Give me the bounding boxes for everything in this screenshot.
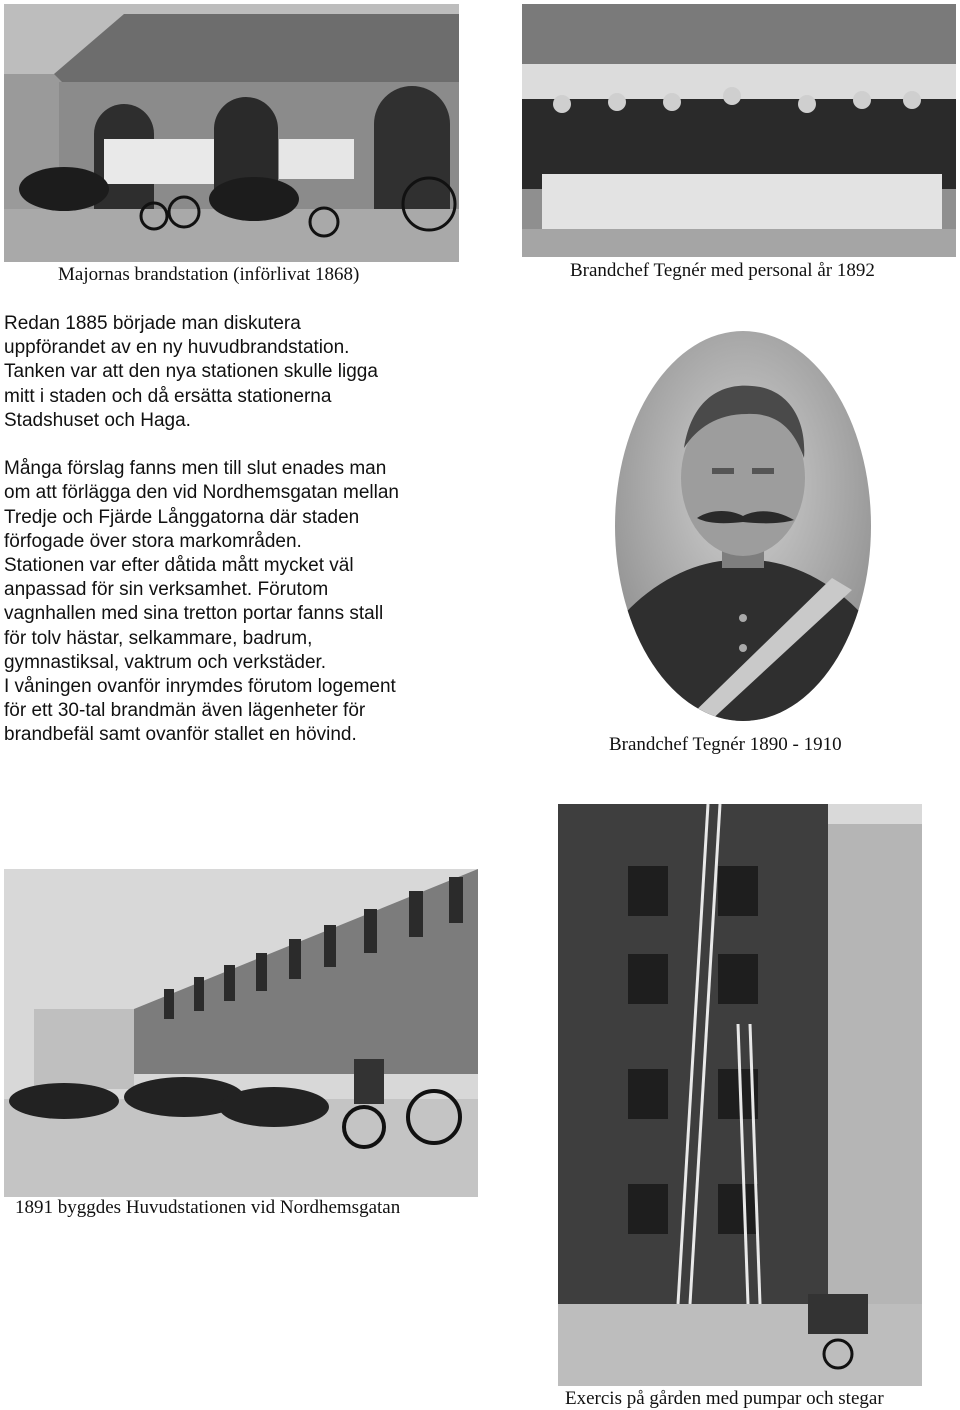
caption-staff: Brandchef Tegnér med personal år 1892 <box>570 260 875 281</box>
caption-exercis: Exercis på gården med pumpar och stegar <box>565 1388 884 1409</box>
body-text <box>4 312 474 748</box>
photo-huvudstationen <box>4 869 478 1197</box>
photo-majorna-fire-station <box>4 4 459 262</box>
photo-staff-1892 <box>522 4 956 257</box>
caption-huvudstationen: 1891 byggdes Huvudstationen vid Nordhemsgatan <box>15 1197 401 1218</box>
paragraph-1: Redan 1885 började man diskutera uppförandet av en ny huvudbrandstation. Tanken var att den nya stationen skulle ligga mitt i staden och då ersätta stationerna Stadshuset och Haga. <box>4 313 378 431</box>
caption-majorna: Majornas brandstation (införlivat 1868) <box>58 264 360 285</box>
photo-exercis <box>558 804 922 1386</box>
paragraph-2: Många förslag fanns men till slut enades man om att förlägga den vid Nordhemsgatan mellan Tredje och Fjärde Långgatorna där staden förfogade över stora markområden. Stationen var efter dåtida mått mycket väl anpassad för sin verksamhet. Förutom vagnhallen med sina tretton portar fanns stall för tolv hästar, selkammare, badrum, gymnastiksal, vaktrum och verkstäder. I våningen ovanför inrymdes förutom logement för ett 30-tal brandmän även lägenheter för brandbefäl samt ovanför stallet en hövind. <box>4 458 400 746</box>
caption-portrait: Brandchef Tegnér 1890 - 1910 <box>609 734 842 755</box>
photo-portrait-tegner <box>612 328 874 724</box>
